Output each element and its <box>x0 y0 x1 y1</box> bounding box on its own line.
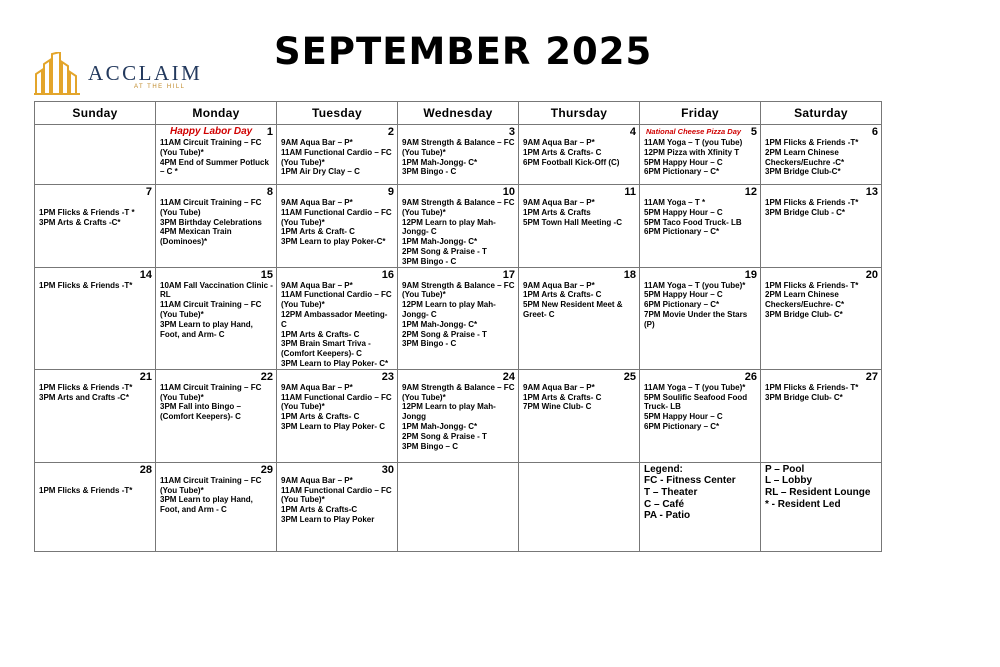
day-cell <box>761 125 882 185</box>
legend-item: FC - Fitness Center <box>644 475 736 487</box>
event-item: 1PM Flicks & Friends- T* <box>765 280 859 290</box>
event-item: 12PM Learn to play Mah-Jongg <box>402 402 496 422</box>
event-item: 4PM Mexican Train (Dominoes)* <box>160 227 232 247</box>
event-item: 9AM Aqua Bar – P* <box>523 280 595 290</box>
event-item: 1PM Arts & Crafts- C <box>523 392 602 402</box>
event-item: 1PM Arts & Crafts <box>523 207 591 217</box>
event-item: 1PM Flicks & Friends -T * <box>39 207 135 217</box>
event-item: 3PM Learn to play Hand, Foot, and Arm- C <box>160 319 253 339</box>
legend-cell <box>761 462 882 551</box>
day-cell <box>519 185 640 268</box>
event-item: 12PM Learn to play Mah-Jongg- C <box>402 300 496 319</box>
event-item: 1PM Flicks & Friends -T* <box>39 382 133 392</box>
event-item: 9AM Aqua Bar – P* <box>281 198 353 207</box>
page-title: SEPTEMBER 2025 <box>274 30 653 73</box>
day-cell <box>35 267 156 369</box>
day-number: 10 <box>502 186 515 198</box>
event-item: 11AM Circuit Training – FC (You Tube)* <box>160 382 262 402</box>
day-cell <box>35 125 156 185</box>
event-item: 3PM Learn to Play Poker <box>281 514 375 524</box>
legend-cell <box>640 462 761 551</box>
legend-item: PA - Patio <box>644 510 691 522</box>
event-item: 3PM Brain Smart Triva - (Comfort Keepers)- C <box>281 339 371 359</box>
day-number: 25 <box>623 370 636 383</box>
day-number: 9 <box>387 186 394 198</box>
event-item: 9AM Strength & Balance – FC (You Tube)* <box>402 382 515 402</box>
event-item: 9AM Aqua Bar – P* <box>281 138 353 147</box>
logo-subtitle: AT THE HILL <box>134 84 186 90</box>
calendar-table <box>34 101 882 552</box>
event-item: 1PM Flicks & Friends -T* <box>39 280 133 290</box>
event-item: 3PM Bingo – C <box>402 441 459 451</box>
event-item: 11AM Circuit Training – FC (You Tube)* <box>160 475 262 495</box>
day-number: 22 <box>260 370 273 383</box>
event-item: 3PM Fall into Bingo – (Comfort Keepers)- C <box>160 402 241 422</box>
event-item: 7PM Movie Under the Stars (P) <box>644 309 748 329</box>
event-item: 3PM Arts and Crafts -C* <box>39 392 129 402</box>
day-cell <box>640 125 761 185</box>
day-number: 27 <box>865 370 878 383</box>
event-item: 9AM Strength & Balance – FC (You Tube)* <box>402 138 515 157</box>
event-item: 12PM Ambassador Meeting- C <box>281 309 388 329</box>
day-number: 30 <box>381 463 394 476</box>
event-item: 11AM Circuit Training – FC (You Tube)* <box>160 300 262 319</box>
event-item: 3PM Bridge Club - C* <box>765 207 846 217</box>
event-item: 5PM Happy Hour – C <box>644 157 723 167</box>
week-row <box>35 267 882 369</box>
event-item: 6PM Pictionary – C* <box>644 300 720 310</box>
acclaim-logo <box>34 52 234 98</box>
day-number: 16 <box>381 268 394 281</box>
day-cell <box>761 267 882 369</box>
event-item: 5PM Happy Hour – C <box>644 290 723 300</box>
event-item: 1PM Mah-Jongg- C* <box>402 157 478 167</box>
event-item: 2PM Learn Chinese Checkers/Euchre- C* <box>765 290 845 310</box>
day-cell <box>277 125 398 185</box>
day-number: 2 <box>387 126 394 138</box>
weekday-header: Monday <box>156 102 277 125</box>
day-cell <box>398 267 519 369</box>
day-number: 8 <box>266 186 273 198</box>
day-number: 19 <box>744 268 757 281</box>
day-cell <box>640 185 761 268</box>
day-cell <box>277 462 398 551</box>
event-item: 1PM Mah-Jongg- C* <box>402 421 478 431</box>
day-cell <box>398 185 519 268</box>
day-cell <box>156 369 277 462</box>
event-item: 1PM Flicks & Friends -T* <box>39 485 133 495</box>
event-item: 5PM New Resident Meet & Greet- C <box>523 300 623 319</box>
weekday-header: Thursday <box>519 102 640 125</box>
event-item: 3PM Bingo - C <box>402 339 457 349</box>
event-item: 3PM Learn to play Poker-C* <box>281 237 386 247</box>
day-number <box>402 464 515 476</box>
day-number: 15 <box>260 268 273 281</box>
event-item: 1PM Flicks & Friends- T* <box>765 382 859 392</box>
legend-item: T – Theater <box>644 486 698 498</box>
event-item: 11AM Yoga – T (you Tube)* <box>644 280 746 290</box>
legend-item: L – Lobby <box>765 475 813 487</box>
event-item: 3PM Learn to play Hand, Foot, and Arm - C <box>160 495 253 515</box>
day-cell <box>156 267 277 369</box>
event-item: 12PM Learn to play Mah-Jongg- C <box>402 217 496 237</box>
day-cell <box>519 369 640 462</box>
event-item: 2PM Song & Praise - T <box>402 431 487 441</box>
event-item: 5PM Happy Hour – C <box>644 412 723 422</box>
event-item: 1PM Mah-Jongg- C* <box>402 319 478 329</box>
event-item: 5PM Town Hall Meeting -C <box>523 217 622 227</box>
day-cell <box>761 185 882 268</box>
day-number: 28 <box>139 463 152 476</box>
event-item: 1PM Arts & Craft- C <box>281 227 355 237</box>
event-item: 11AM Yoga – T (you Tube) <box>644 138 743 147</box>
event-item: 3PM Birthday Celebrations <box>160 217 262 227</box>
event-item: 11AM Functional Cardio – FC (You Tube)* <box>281 147 392 167</box>
event-item: 11AM Yoga – T * <box>644 198 706 207</box>
event-item: 3PM Bridge Club- C* <box>765 392 843 402</box>
day-cell <box>640 267 761 369</box>
event-item <box>39 476 152 486</box>
day-number: 26 <box>744 370 757 383</box>
holiday-label: Happy Labor Day <box>170 126 253 137</box>
event-item: 5PM Soulific Seafood Food Truck- LB <box>644 392 748 412</box>
weekday-header-row <box>35 102 882 125</box>
day-number: 6 <box>871 126 878 138</box>
day-cell <box>640 369 761 462</box>
day-number: 1 <box>266 126 273 138</box>
event-item: 9AM Aqua Bar – P* <box>281 280 353 290</box>
day-cell <box>156 462 277 551</box>
day-cell <box>398 462 519 551</box>
weekday-header: Saturday <box>761 102 882 125</box>
event-item: 9AM Aqua Bar – P* <box>523 382 595 392</box>
day-number: 24 <box>502 370 515 383</box>
event-item: 11AM Functional Cardio – FC (You Tube)* <box>281 290 392 310</box>
logo-name: ACCLAIM <box>88 61 203 85</box>
event-item: 5PM Taco Food Truck- LB <box>644 217 742 227</box>
event-item: 6PM Pictionary – C* <box>644 421 720 431</box>
day-cell <box>398 125 519 185</box>
weekday-header: Sunday <box>35 102 156 125</box>
event-item: 4PM End of Summer Potluck – C * <box>160 157 269 177</box>
event-item: 3PM Learn to Play Poker- C* <box>281 358 389 368</box>
event-item: 9AM Strength & Balance – FC (You Tube)* <box>402 198 515 217</box>
week-row <box>35 185 882 268</box>
day-cell <box>519 125 640 185</box>
event-item: 9AM Aqua Bar – P* <box>281 475 353 485</box>
weekday-header: Friday <box>640 102 761 125</box>
event-item: 11AM Circuit Training – FC (You Tube)* <box>160 138 262 157</box>
day-number <box>523 464 636 476</box>
day-cell <box>519 267 640 369</box>
event-item: 3PM Bridge Club- C* <box>765 309 843 319</box>
event-item: 1PM Arts & Crafts- C <box>281 412 360 422</box>
event-item: 6PM Pictionary – C* <box>644 167 720 177</box>
event-item: 1PM Air Dry Clay – C <box>281 167 360 177</box>
legend-item: C – Café <box>644 498 685 510</box>
day-cell <box>35 462 156 551</box>
day-number: 29 <box>260 463 273 476</box>
day-cell <box>761 369 882 462</box>
day-number: 20 <box>865 268 878 281</box>
event-item: 10AM Fall Vaccination Clinic - RL <box>160 280 273 300</box>
event-item: 3PM Bingo - C <box>402 167 457 177</box>
event-item: 11AM Functional Cardio – FC (You Tube)* <box>281 485 392 505</box>
day-number: 23 <box>381 370 394 383</box>
event-item: 1PM Arts & Crafts-C <box>281 505 358 515</box>
event-item: 9AM Aqua Bar – P* <box>281 382 353 392</box>
weekday-header: Wednesday <box>398 102 519 125</box>
event-item: 5PM Happy Hour – C <box>644 207 723 217</box>
day-number: 7 <box>145 186 152 198</box>
event-item: 7PM Wine Club- C <box>523 402 592 412</box>
day-cell <box>35 185 156 268</box>
day-number: 14 <box>139 268 152 281</box>
day-number: 5 <box>750 126 757 138</box>
event-item: 1PM Mah-Jongg- C* <box>402 237 478 247</box>
event-item: 2PM Song & Praise - T <box>402 329 487 339</box>
day-cell <box>398 369 519 462</box>
event-item: 11AM Circuit Training – FC (You Tube) <box>160 198 262 217</box>
event-item: 3PM Arts & Crafts -C* <box>39 217 121 227</box>
weekday-header: Tuesday <box>277 102 398 125</box>
day-number: 18 <box>623 268 636 281</box>
week-row <box>35 125 882 185</box>
event-item: 1PM Arts & Crafts- C <box>523 290 602 300</box>
event-item: 3PM Bingo - C <box>402 256 457 266</box>
legend-item: * - Resident Led <box>765 498 841 510</box>
day-number: 11 <box>624 186 636 198</box>
day-number <box>39 126 152 138</box>
event-item <box>39 198 152 208</box>
day-cell <box>156 125 277 185</box>
event-item: 11AM Functional Cardio – FC (You Tube)* <box>281 392 392 412</box>
day-cell <box>277 185 398 268</box>
day-number: 17 <box>502 268 515 281</box>
week-row <box>35 369 882 462</box>
day-cell <box>35 369 156 462</box>
event-item: 2PM Learn Chinese Checkers/Euchre -C* <box>765 147 845 167</box>
event-item: 1PM Arts & Crafts- C <box>523 147 602 157</box>
event-item: 12PM Pizza with Xfinity T <box>644 147 740 157</box>
event-item: 11AM Functional Cardio – FC (You Tube)* <box>281 207 392 227</box>
event-item: 1PM Flicks & Friends -T* <box>765 138 859 147</box>
event-item: 2PM Song & Praise - T <box>402 246 487 256</box>
event-item: 11AM Yoga – T (you Tube)* <box>644 382 746 392</box>
event-item: 9AM Aqua Bar – P* <box>523 198 595 207</box>
day-number: 12 <box>744 186 757 198</box>
event-item: 3PM Bridge Club-C* <box>765 167 841 177</box>
building-icon <box>34 52 84 96</box>
event-item: 6PM Football Kick-Off (C) <box>523 157 620 167</box>
day-cell <box>277 369 398 462</box>
legend-item: Legend: <box>644 463 683 475</box>
event-item: 1PM Flicks & Friends -T* <box>765 198 859 207</box>
event-item: 3PM Learn to Play Poker- C <box>281 421 386 431</box>
legend-item: RL – Resident Lounge <box>765 486 871 498</box>
week-row <box>35 462 882 551</box>
day-number: 21 <box>139 370 152 383</box>
day-number: 13 <box>865 186 878 198</box>
day-number: 4 <box>629 126 636 138</box>
holiday-label: National Cheese Pizza Day <box>646 127 742 136</box>
day-number: 3 <box>508 126 515 138</box>
day-cell <box>277 267 398 369</box>
event-item: 9AM Strength & Balance – FC (You Tube)* <box>402 280 515 300</box>
event-item: 6PM Pictionary – C* <box>644 227 720 237</box>
event-item: 1PM Arts & Crafts- C <box>281 329 360 339</box>
day-cell <box>519 462 640 551</box>
event-item: 9AM Aqua Bar – P* <box>523 138 595 147</box>
legend-item: P – Pool <box>765 463 805 475</box>
day-cell <box>156 185 277 268</box>
